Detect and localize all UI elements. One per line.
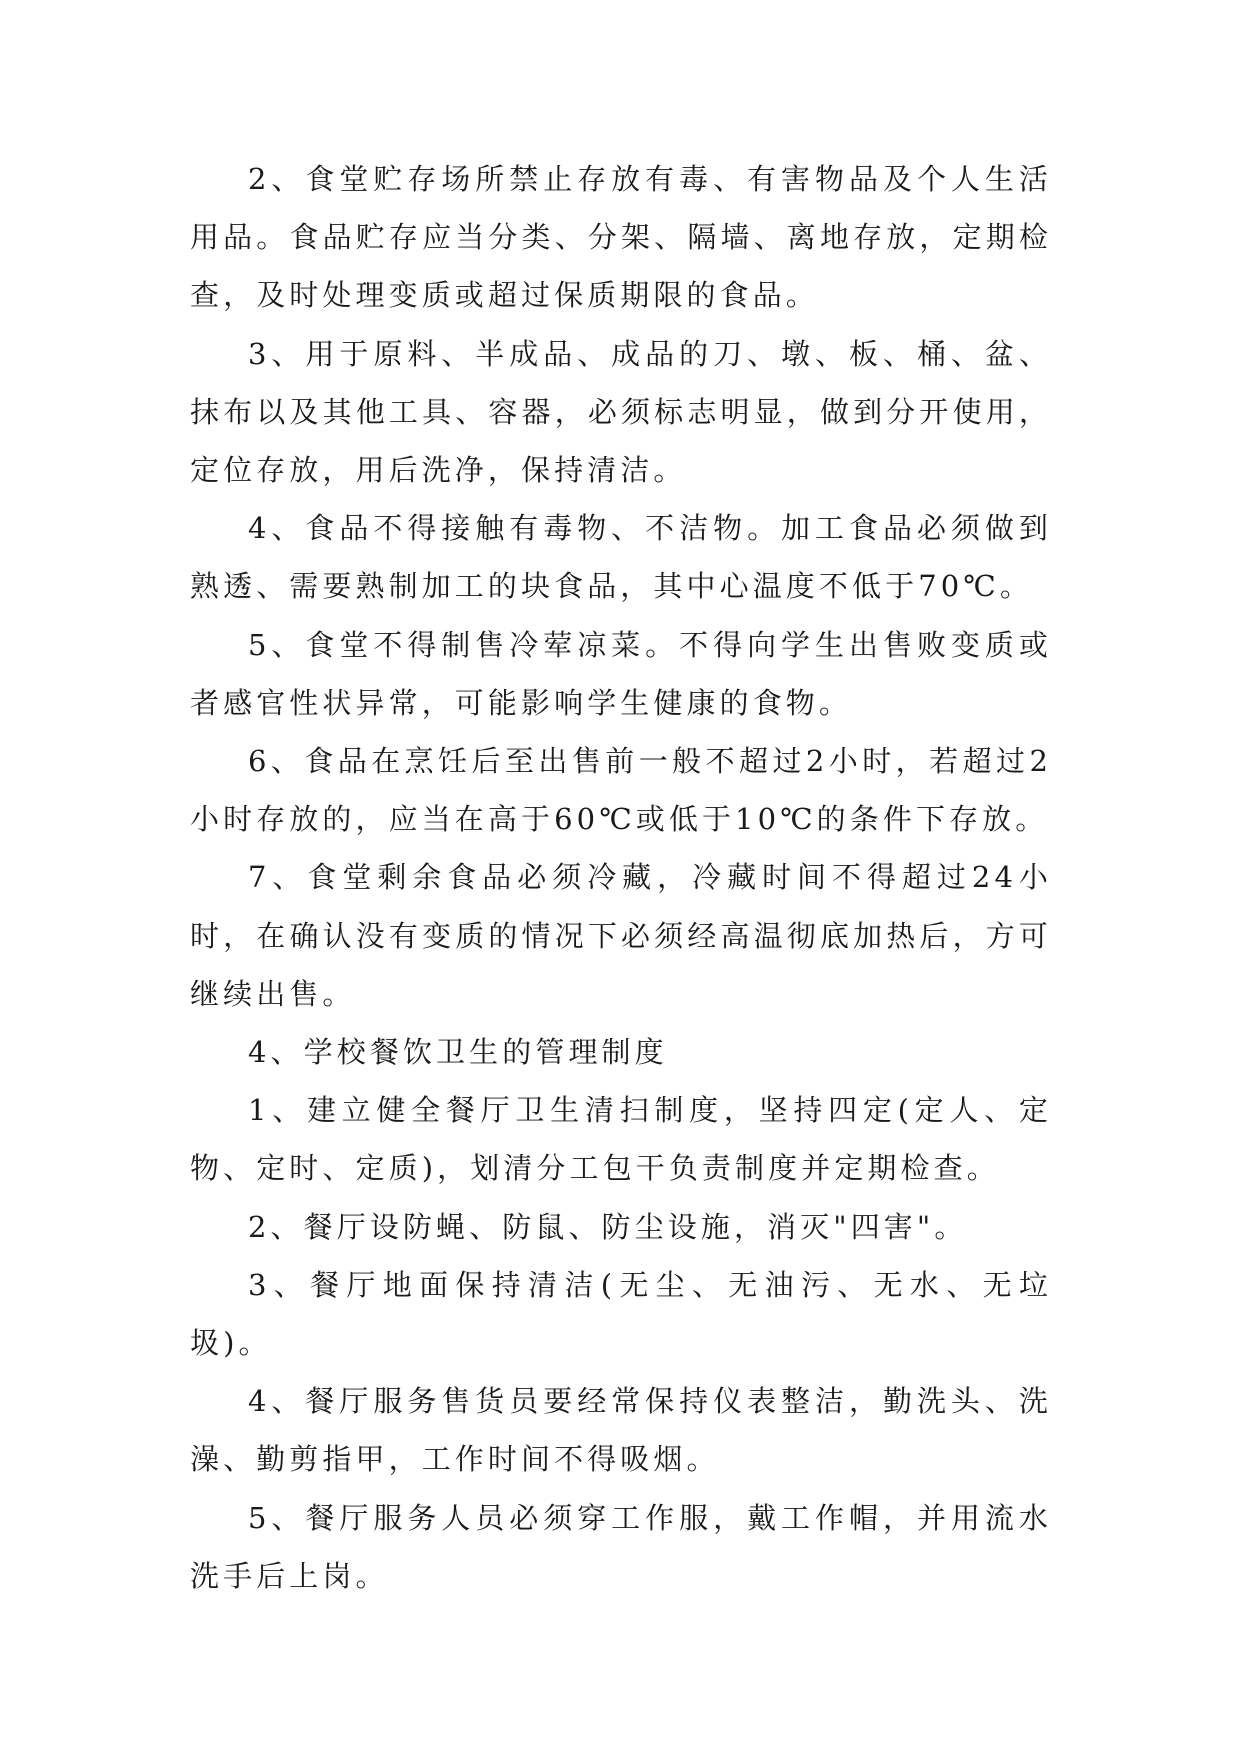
document-body (190, 150, 1052, 1605)
section-heading-dining-hygiene: 4、学校餐饮卫生的管理制度 (248, 1035, 668, 1070)
paragraph-floor-cleanliness: 3、餐厅地面保持清洁(无尘、无油污、无水、无垃圾)。 (190, 1267, 1052, 1361)
paragraph-storage-rules: 2、食堂贮存场所禁止存放有毒、有害物品及个人生活用品。食品贮存应当分类、分架、隔墙、离地存放，定期检查，及时处理变质或超过保质期限的食品。 (190, 162, 1052, 313)
paragraph-holding-time: 6、食品在烹饪后至出售前一般不超过2小时，若超过2小时存放的，应当在高于60℃或低于10℃的条件下存放。 (190, 744, 1052, 837)
paragraph-cooking-temperature: 4、食品不得接触有毒物、不洁物。加工食品必须做到熟透、需要熟制加工的块食品，其中心温度不低于70℃。 (190, 511, 1052, 604)
paragraph-staff-appearance: 4、餐厅服务售货员要经常保持仪表整洁，勤洗头、洗澡、勤剪指甲，工作时间不得吸烟。 (190, 1384, 1052, 1477)
paragraph-cold-dishes: 5、食堂不得制售冷荤凉菜。不得向学生出售败变质或者感官性状异常，可能影响学生健康的食物。 (190, 627, 1052, 720)
paragraph-cleaning-system: 1、建立健全餐厅卫生清扫制度，坚持四定(定人、定物、定时、定质)，划清分工包干负责制度并定期检查。 (190, 1093, 1052, 1186)
paragraph-staff-uniform: 5、餐厅服务人员必须穿工作服，戴工作帽，并用流水洗手后上岗。 (190, 1500, 1052, 1593)
paragraph-leftovers: 7、食堂剩余食品必须冷藏，冷藏时间不得超过24小时，在确认没有变质的情况下必须经高温彻底加热后，方可继续出售。 (190, 860, 1052, 1011)
paragraph-utensils-rules: 3、用于原料、半成品、成品的刀、墩、板、桶、盆、抹布以及其他工具、容器，必须标志明显，做到分开使用，定位存放，用后洗净，保持清洁。 (190, 336, 1052, 488)
paragraph-pest-control: 2、餐厅设防蝇、防鼠、防尘设施，消灭"四害"。 (248, 1209, 968, 1244)
